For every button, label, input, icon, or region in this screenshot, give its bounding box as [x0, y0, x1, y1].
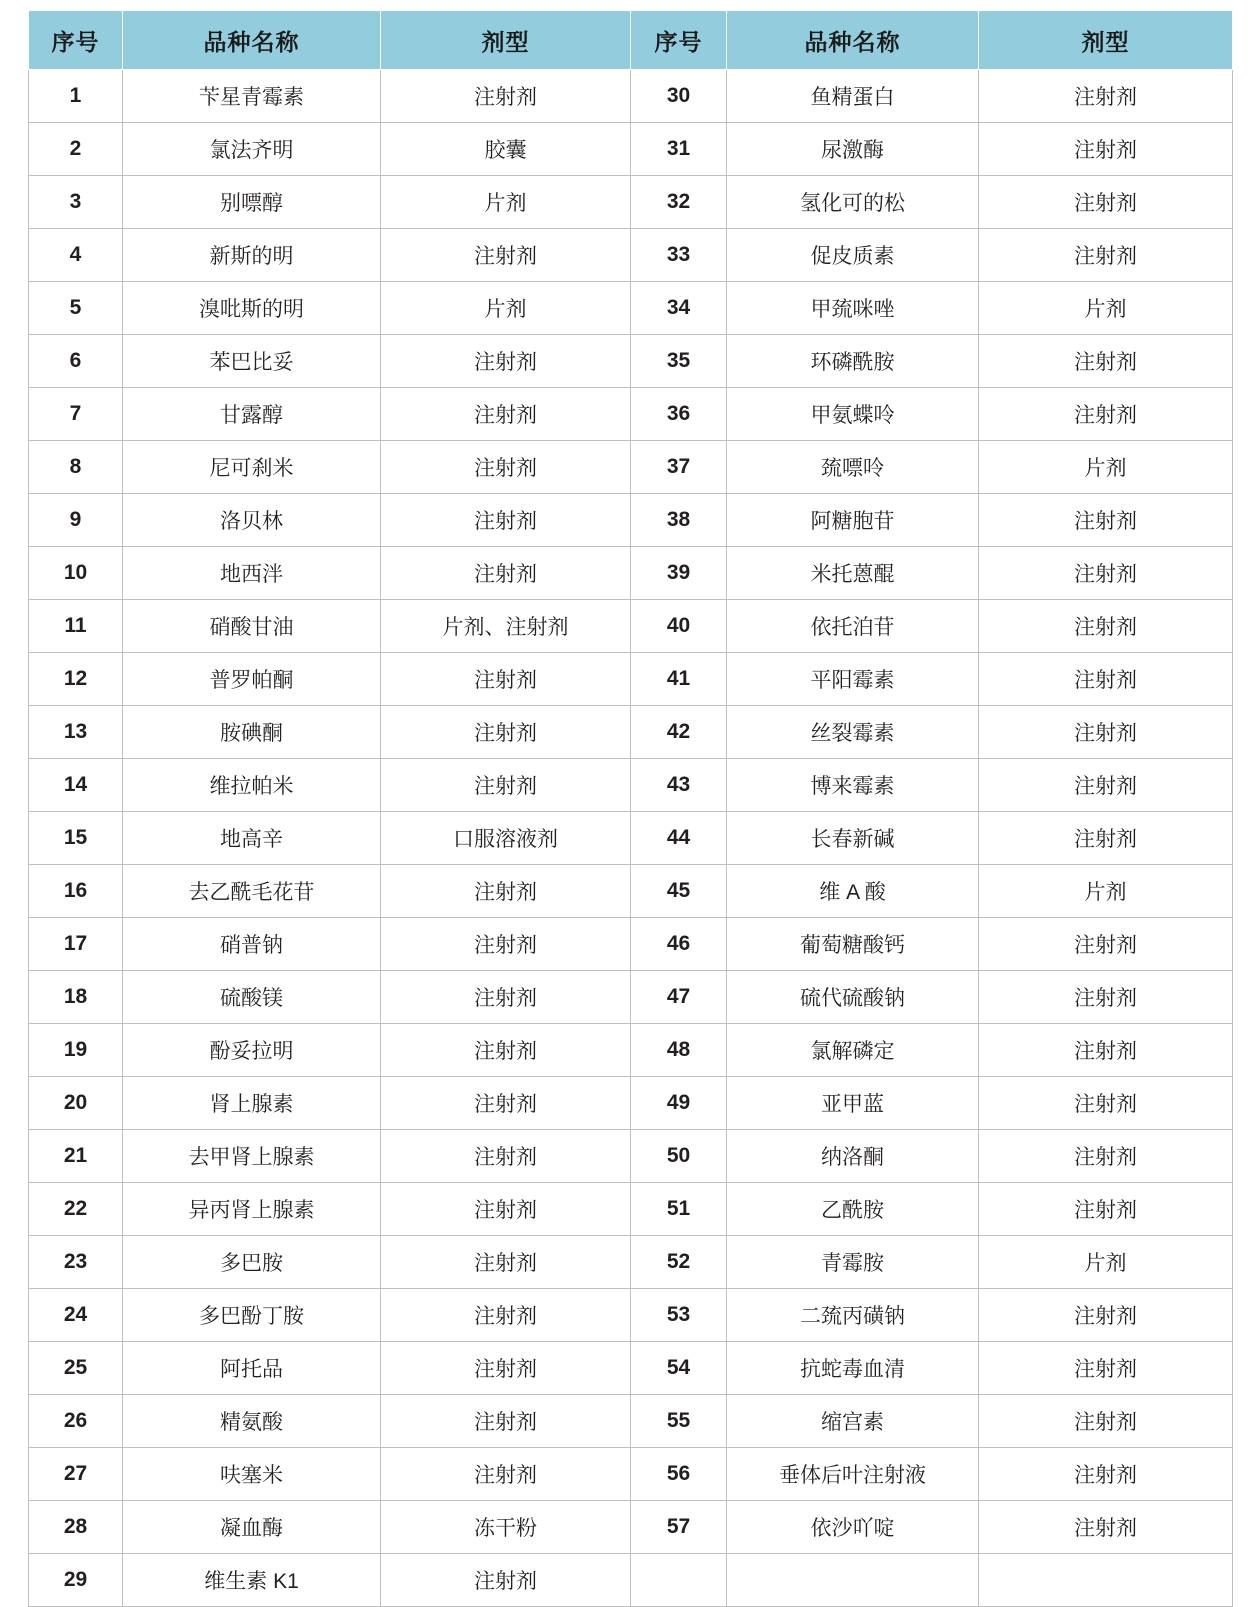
cell-seq-right: 44: [631, 812, 727, 865]
cell-form-left: 注射剂: [381, 918, 631, 971]
cell-form-right: 注射剂: [979, 1289, 1233, 1342]
cell-name-right: 尿激酶: [727, 123, 979, 176]
cell-seq-right: 35: [631, 335, 727, 388]
cell-name-left: 别嘌醇: [123, 176, 381, 229]
cell-name-left: 硝普钠: [123, 918, 381, 971]
cell-form-right: 注射剂: [979, 494, 1233, 547]
cell-form-right: 注射剂: [979, 1395, 1233, 1448]
cell-name-right: 依托泊苷: [727, 600, 979, 653]
cell-seq-right: 47: [631, 971, 727, 1024]
cell-form-right: 注射剂: [979, 600, 1233, 653]
cell-seq-left: 28: [29, 1501, 123, 1554]
cell-seq-right: 38: [631, 494, 727, 547]
cell-seq-right: 33: [631, 229, 727, 282]
cell-seq-left: 29: [29, 1554, 123, 1607]
cell-form-right: 注射剂: [979, 918, 1233, 971]
table-row: [29, 1554, 1233, 1607]
column-header-name-left: 品种名称: [123, 11, 381, 70]
cell-form-left: 注射剂: [381, 1077, 631, 1130]
cell-name-right: 甲氨蝶呤: [727, 388, 979, 441]
cell-seq-right: 42: [631, 706, 727, 759]
cell-name-left: 苯巴比妥: [123, 335, 381, 388]
table-row: [29, 1501, 1233, 1554]
column-header-seq-left: 序号: [29, 11, 123, 70]
cell-name-left: 肾上腺素: [123, 1077, 381, 1130]
cell-name-left: 地西泮: [123, 547, 381, 600]
table-row: [29, 706, 1233, 759]
cell-form-right: 注射剂: [979, 1448, 1233, 1501]
cell-form-left: 注射剂: [381, 1448, 631, 1501]
cell-name-right: 米托蒽醌: [727, 547, 979, 600]
cell-form-right: 注射剂: [979, 70, 1233, 123]
cell-form-left: 注射剂: [381, 494, 631, 547]
cell-name-right: 巯嘌呤: [727, 441, 979, 494]
cell-name-right: 葡萄糖酸钙: [727, 918, 979, 971]
table-row: [29, 812, 1233, 865]
cell-name-right: 博来霉素: [727, 759, 979, 812]
cell-form-right: 注射剂: [979, 1342, 1233, 1395]
cell-seq-right: 48: [631, 1024, 727, 1077]
cell-name-right: 丝裂霉素: [727, 706, 979, 759]
cell-form-left: 注射剂: [381, 1289, 631, 1342]
cell-form-left: 口服溶液剂: [381, 812, 631, 865]
cell-form-right: 注射剂: [979, 1024, 1233, 1077]
cell-name-left: 普罗帕酮: [123, 653, 381, 706]
cell-form-left: 片剂、注射剂: [381, 600, 631, 653]
cell-name-right: 环磷酰胺: [727, 335, 979, 388]
cell-name-left: 维生素 K1: [123, 1554, 381, 1607]
cell-seq-left: 6: [29, 335, 123, 388]
table-row: [29, 176, 1233, 229]
cell-name-left: 硫酸镁: [123, 971, 381, 1024]
cell-seq-right: 52: [631, 1236, 727, 1289]
cell-seq-left: 22: [29, 1183, 123, 1236]
cell-form-left: 注射剂: [381, 759, 631, 812]
cell-form-left: 注射剂: [381, 1342, 631, 1395]
table-row: [29, 1024, 1233, 1077]
cell-name-right: 氢化可的松: [727, 176, 979, 229]
cell-name-right: 垂体后叶注射液: [727, 1448, 979, 1501]
cell-seq-right: [631, 1554, 727, 1607]
cell-seq-left: 5: [29, 282, 123, 335]
cell-form-left: 注射剂: [381, 229, 631, 282]
table-row: [29, 1183, 1233, 1236]
table-row: [29, 123, 1233, 176]
cell-form-left: 注射剂: [381, 1395, 631, 1448]
drug-list-table: [28, 10, 1233, 1607]
cell-form-left: 注射剂: [381, 653, 631, 706]
cell-name-right: 平阳霉素: [727, 653, 979, 706]
cell-name-right: 抗蛇毒血清: [727, 1342, 979, 1395]
cell-form-left: 冻干粉: [381, 1501, 631, 1554]
cell-seq-left: 14: [29, 759, 123, 812]
table-row: [29, 388, 1233, 441]
cell-form-left: 胶囊: [381, 123, 631, 176]
cell-seq-right: 39: [631, 547, 727, 600]
cell-form-left: 注射剂: [381, 1236, 631, 1289]
cell-form-right: 注射剂: [979, 335, 1233, 388]
table-row: [29, 335, 1233, 388]
cell-name-left: 异丙肾上腺素: [123, 1183, 381, 1236]
table-row: [29, 600, 1233, 653]
cell-seq-right: 53: [631, 1289, 727, 1342]
cell-form-left: 注射剂: [381, 971, 631, 1024]
cell-seq-right: 51: [631, 1183, 727, 1236]
cell-seq-right: 36: [631, 388, 727, 441]
cell-name-right: 依沙吖啶: [727, 1501, 979, 1554]
cell-seq-left: 12: [29, 653, 123, 706]
cell-seq-right: 50: [631, 1130, 727, 1183]
cell-form-left: 片剂: [381, 176, 631, 229]
cell-name-left: 多巴酚丁胺: [123, 1289, 381, 1342]
cell-name-left: 去甲肾上腺素: [123, 1130, 381, 1183]
cell-form-right: 注射剂: [979, 123, 1233, 176]
cell-name-right: 青霉胺: [727, 1236, 979, 1289]
column-header-form-left: 剂型: [381, 11, 631, 70]
cell-name-left: 酚妥拉明: [123, 1024, 381, 1077]
cell-name-right: 纳洛酮: [727, 1130, 979, 1183]
cell-seq-left: 1: [29, 70, 123, 123]
table-row: [29, 1077, 1233, 1130]
table-row: [29, 865, 1233, 918]
cell-form-left: 注射剂: [381, 441, 631, 494]
cell-seq-right: 55: [631, 1395, 727, 1448]
cell-seq-right: 56: [631, 1448, 727, 1501]
cell-seq-left: 4: [29, 229, 123, 282]
cell-name-right: 鱼精蛋白: [727, 70, 979, 123]
table-header: [29, 11, 1233, 70]
cell-seq-left: 2: [29, 123, 123, 176]
cell-name-right: 维 A 酸: [727, 865, 979, 918]
cell-form-right: 注射剂: [979, 812, 1233, 865]
cell-form-left: 注射剂: [381, 388, 631, 441]
cell-name-right: 二巯丙磺钠: [727, 1289, 979, 1342]
table-row: [29, 282, 1233, 335]
cell-seq-right: 34: [631, 282, 727, 335]
cell-name-right: 乙酰胺: [727, 1183, 979, 1236]
cell-form-right: 注射剂: [979, 547, 1233, 600]
cell-form-right: 注射剂: [979, 653, 1233, 706]
cell-seq-left: 20: [29, 1077, 123, 1130]
cell-seq-left: 24: [29, 1289, 123, 1342]
table-row: [29, 547, 1233, 600]
cell-form-left: 注射剂: [381, 70, 631, 123]
cell-seq-left: 16: [29, 865, 123, 918]
table-row: [29, 653, 1233, 706]
table-row: [29, 229, 1233, 282]
cell-seq-left: 9: [29, 494, 123, 547]
table-row: [29, 918, 1233, 971]
cell-form-right: 注射剂: [979, 229, 1233, 282]
table-row: [29, 70, 1233, 123]
cell-name-left: 呋塞米: [123, 1448, 381, 1501]
cell-seq-left: 7: [29, 388, 123, 441]
cell-seq-right: 57: [631, 1501, 727, 1554]
cell-name-right: 长春新碱: [727, 812, 979, 865]
cell-name-left: 凝血酶: [123, 1501, 381, 1554]
cell-name-right: 甲巯咪唑: [727, 282, 979, 335]
cell-form-right: 注射剂: [979, 1077, 1233, 1130]
cell-form-left: 注射剂: [381, 335, 631, 388]
cell-seq-right: 46: [631, 918, 727, 971]
cell-seq-right: 45: [631, 865, 727, 918]
cell-name-left: 阿托品: [123, 1342, 381, 1395]
cell-name-left: 新斯的明: [123, 229, 381, 282]
cell-name-right: [727, 1554, 979, 1607]
cell-name-left: 硝酸甘油: [123, 600, 381, 653]
cell-seq-left: 17: [29, 918, 123, 971]
table-row: [29, 971, 1233, 1024]
table-row: [29, 759, 1233, 812]
cell-form-left: 注射剂: [381, 1024, 631, 1077]
cell-form-right: 片剂: [979, 282, 1233, 335]
cell-seq-right: 40: [631, 600, 727, 653]
table-row: [29, 1448, 1233, 1501]
cell-seq-right: 32: [631, 176, 727, 229]
table-row: [29, 494, 1233, 547]
column-header-name-right: 品种名称: [727, 11, 979, 70]
cell-form-right: 片剂: [979, 865, 1233, 918]
cell-name-left: 地高辛: [123, 812, 381, 865]
cell-seq-left: 10: [29, 547, 123, 600]
cell-form-left: 注射剂: [381, 1130, 631, 1183]
cell-name-right: 氯解磷定: [727, 1024, 979, 1077]
table-row: [29, 1236, 1233, 1289]
cell-name-left: 洛贝林: [123, 494, 381, 547]
cell-seq-left: 25: [29, 1342, 123, 1395]
cell-name-left: 多巴胺: [123, 1236, 381, 1289]
cell-seq-right: 43: [631, 759, 727, 812]
cell-seq-right: 54: [631, 1342, 727, 1395]
cell-name-left: 精氨酸: [123, 1395, 381, 1448]
cell-form-right: 注射剂: [979, 1501, 1233, 1554]
cell-name-right: 亚甲蓝: [727, 1077, 979, 1130]
cell-seq-right: 37: [631, 441, 727, 494]
column-header-form-right: 剂型: [979, 11, 1233, 70]
table-row: [29, 1395, 1233, 1448]
table-row: [29, 1342, 1233, 1395]
cell-form-right: 注射剂: [979, 971, 1233, 1024]
cell-form-left: 注射剂: [381, 547, 631, 600]
table-row: [29, 1130, 1233, 1183]
cell-form-left: 注射剂: [381, 1183, 631, 1236]
table-row: [29, 441, 1233, 494]
cell-seq-right: 49: [631, 1077, 727, 1130]
cell-seq-left: 21: [29, 1130, 123, 1183]
cell-seq-left: 18: [29, 971, 123, 1024]
cell-form-right: 片剂: [979, 441, 1233, 494]
cell-seq-left: 19: [29, 1024, 123, 1077]
cell-seq-right: 41: [631, 653, 727, 706]
cell-seq-left: 23: [29, 1236, 123, 1289]
cell-name-left: 溴吡斯的明: [123, 282, 381, 335]
cell-form-right: 注射剂: [979, 1130, 1233, 1183]
cell-form-right: 片剂: [979, 1236, 1233, 1289]
cell-seq-left: 26: [29, 1395, 123, 1448]
cell-seq-left: 15: [29, 812, 123, 865]
cell-name-left: 尼可刹米: [123, 441, 381, 494]
cell-form-right: 注射剂: [979, 388, 1233, 441]
column-header-seq-right: 序号: [631, 11, 727, 70]
cell-form-right: 注射剂: [979, 176, 1233, 229]
cell-form-left: 注射剂: [381, 706, 631, 759]
cell-seq-left: 13: [29, 706, 123, 759]
cell-form-left: 注射剂: [381, 865, 631, 918]
cell-form-right: 注射剂: [979, 1183, 1233, 1236]
cell-form-left: 片剂: [381, 282, 631, 335]
cell-form-right: 注射剂: [979, 706, 1233, 759]
cell-name-left: 维拉帕米: [123, 759, 381, 812]
cell-name-left: 胺碘酮: [123, 706, 381, 759]
cell-seq-left: 8: [29, 441, 123, 494]
cell-seq-left: 3: [29, 176, 123, 229]
table-body: [29, 70, 1233, 1607]
cell-seq-left: 27: [29, 1448, 123, 1501]
cell-name-left: 甘露醇: [123, 388, 381, 441]
cell-name-left: 氯法齐明: [123, 123, 381, 176]
cell-name-right: 硫代硫酸钠: [727, 971, 979, 1024]
cell-seq-right: 31: [631, 123, 727, 176]
cell-name-right: 促皮质素: [727, 229, 979, 282]
table-header-row: [29, 11, 1233, 70]
cell-seq-right: 30: [631, 70, 727, 123]
cell-name-left: 去乙酰毛花苷: [123, 865, 381, 918]
cell-form-left: 注射剂: [381, 1554, 631, 1607]
cell-name-right: 缩宫素: [727, 1395, 979, 1448]
cell-form-right: [979, 1554, 1233, 1607]
table-row: [29, 1289, 1233, 1342]
cell-name-right: 阿糖胞苷: [727, 494, 979, 547]
cell-seq-left: 11: [29, 600, 123, 653]
cell-name-left: 苄星青霉素: [123, 70, 381, 123]
cell-form-right: 注射剂: [979, 759, 1233, 812]
